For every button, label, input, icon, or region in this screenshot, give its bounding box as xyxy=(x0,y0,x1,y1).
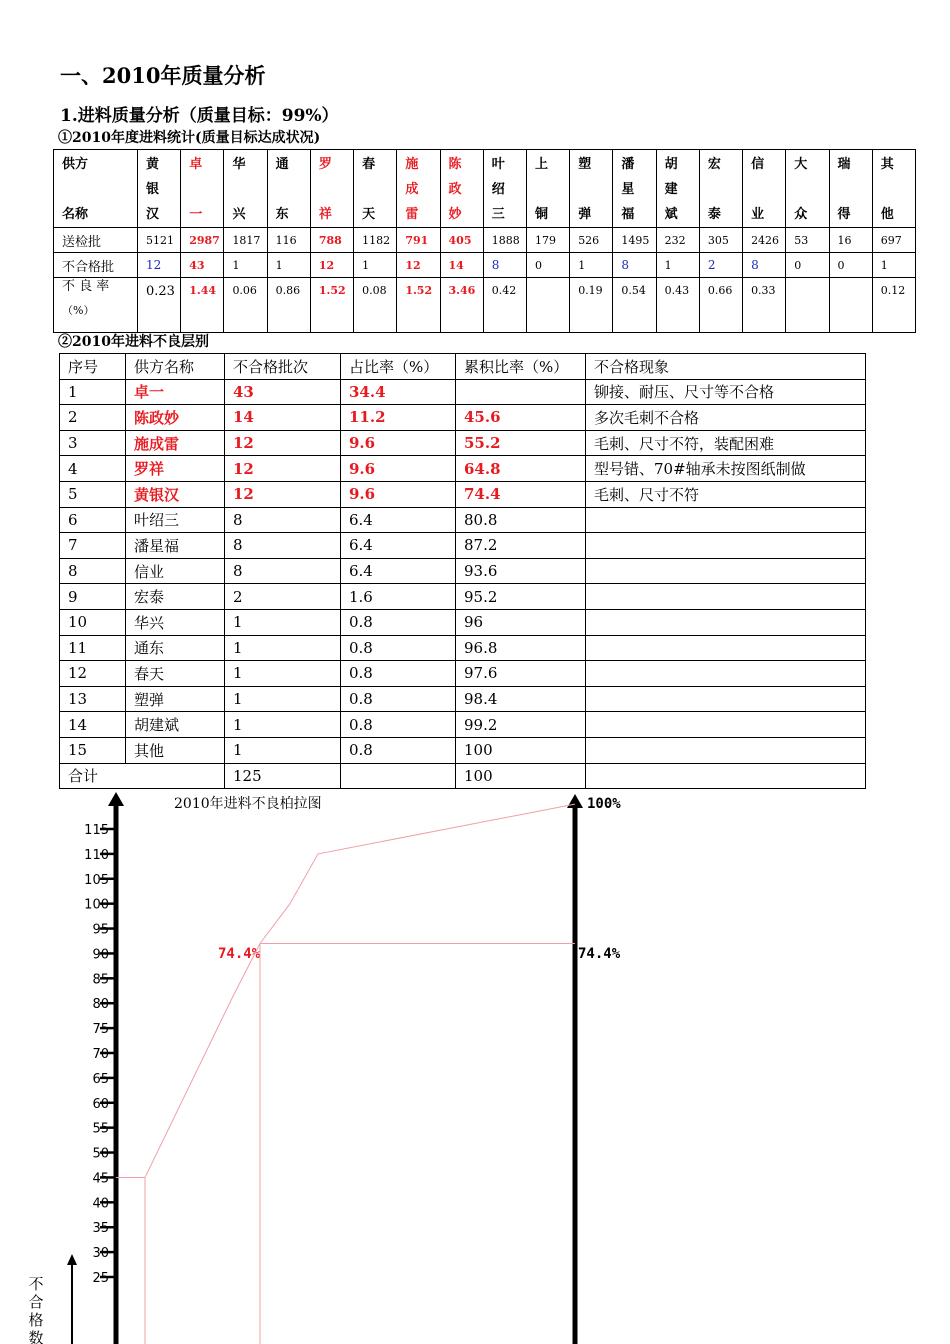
table2-cell-no: 5 xyxy=(60,481,126,507)
table2-cell-cum: 87.2 xyxy=(456,533,586,559)
supplier-char: 大 xyxy=(794,157,808,172)
table2-cell-cum: 98.4 xyxy=(456,686,586,712)
table2-cell-name: 卓一 xyxy=(126,379,225,405)
stat-cell: 0.43 xyxy=(656,278,699,333)
y-axis-label xyxy=(28,1275,43,1344)
supplier-char: 潘 xyxy=(621,157,635,172)
table2-cell-cum: 97.6 xyxy=(456,661,586,687)
y-tick-label: 65 xyxy=(92,1071,109,1087)
table2-cell-no: 8 xyxy=(60,558,126,584)
table2-cell-name: 潘星福 xyxy=(126,533,225,559)
y-tick-label: 60 xyxy=(92,1096,109,1112)
table2-cell-qty: 8 xyxy=(225,533,341,559)
table2-cell-name: 叶绍三 xyxy=(126,507,225,533)
table1-title: ①2010年度进料统计(质量目标达成状况) xyxy=(58,130,321,146)
stat-cell: 0.66 xyxy=(699,278,742,333)
stat-cell: 788 xyxy=(310,228,353,253)
stat-cell: 0.23 xyxy=(138,278,181,333)
stat-cell: 2987 xyxy=(181,228,224,253)
stat-cell: 526 xyxy=(570,228,613,253)
y-axis-label-char: 数 xyxy=(28,1329,44,1344)
stat-cell: 5121 xyxy=(138,228,181,253)
table2-cell-qty: 43 xyxy=(225,379,341,405)
y-tick-label: 70 xyxy=(92,1047,109,1062)
table2-cell-cum: 95.2 xyxy=(456,584,586,610)
y-tick-label: 100 xyxy=(84,897,109,913)
table2-cell-cum: 93.6 xyxy=(456,558,586,584)
supplier-char: 雷 xyxy=(405,207,419,222)
table2-cell-name: 胡建斌 xyxy=(126,712,225,738)
table2-cell-qty: 1 xyxy=(225,661,341,687)
stat-cell: 116 xyxy=(267,228,310,253)
stat-cell: 1.52 xyxy=(310,278,353,333)
table2-cell-qty: 14 xyxy=(225,405,341,431)
table2-cell-pct: 0.8 xyxy=(341,635,456,661)
supplier-char: 黄 xyxy=(146,157,160,172)
table2-cell-qty: 1 xyxy=(225,635,341,661)
table2-cell-pct: 34.4 xyxy=(341,379,456,405)
row-label: 送检批 xyxy=(54,228,138,253)
supplier-char: 铜 xyxy=(534,207,548,222)
table2-cell-pct: 0.8 xyxy=(341,686,456,712)
table2-cell-issue: 多次毛刺不合格 xyxy=(586,405,866,431)
table2-cell-no: 3 xyxy=(60,430,126,456)
table2-cell-pct: 9.6 xyxy=(341,481,456,507)
table2-cell-no: 2 xyxy=(60,405,126,431)
stat-cell: 2426 xyxy=(743,228,786,253)
supplier-char: 华 xyxy=(232,157,246,172)
table2-cell-no: 13 xyxy=(60,686,126,712)
table2-cell-cum: 99.2 xyxy=(456,712,586,738)
stat-cell: 1495 xyxy=(613,228,656,253)
table2-cell-no: 11 xyxy=(60,635,126,661)
table2-header-cell: 供方名称 xyxy=(126,354,225,380)
table2-cell-pct: 6.4 xyxy=(341,507,456,533)
y-tick-label: 45 xyxy=(92,1171,109,1187)
table2-cell-qty: 1 xyxy=(225,609,341,635)
supplier-char: 宏 xyxy=(707,157,721,172)
stat-cell: 0 xyxy=(829,253,872,278)
stat-cell: 1 xyxy=(872,253,915,278)
header-label-bottom: 名称 xyxy=(62,207,89,222)
supplier-char: 兴 xyxy=(232,207,246,222)
table2-cell-no: 14 xyxy=(60,712,126,738)
y-axis-label-char: 格 xyxy=(28,1311,44,1329)
annotation-right: 74.4% xyxy=(578,946,621,962)
table2-cell-name: 春天 xyxy=(126,661,225,687)
y-tick-label: 40 xyxy=(92,1196,109,1212)
table2-cell-name: 塑弹 xyxy=(126,686,225,712)
supplier-char: 斌 xyxy=(664,207,678,222)
left-axis-arrow-icon xyxy=(108,792,124,806)
table2-cell-qty: 8 xyxy=(225,507,341,533)
total-qty: 125 xyxy=(225,763,341,789)
supplier-char: 通 xyxy=(275,157,289,172)
y-tick-label: 50 xyxy=(92,1146,109,1162)
table2-header-cell: 不合格现象 xyxy=(586,354,866,380)
table2-cell-name: 华兴 xyxy=(126,609,225,635)
total-cum: 100 xyxy=(456,763,586,789)
supplier-char: 成 xyxy=(405,182,419,197)
supplier-char: 陈 xyxy=(448,157,462,172)
y-tick-label: 80 xyxy=(92,997,109,1013)
y-axis-ticks xyxy=(84,823,116,1286)
stat-cell: 305 xyxy=(699,228,742,253)
table2-cell-issue: 毛刺、尺寸不符 xyxy=(586,481,866,507)
supplier-char: 汉 xyxy=(146,207,160,222)
stat-cell: 0 xyxy=(786,253,829,278)
supplier-char: 天 xyxy=(362,207,376,222)
table2-cell-pct: 6.4 xyxy=(341,533,456,559)
table2-cell-cum: 64.8 xyxy=(456,456,586,482)
table2-cell-pct: 0.8 xyxy=(341,609,456,635)
first-bar-outline xyxy=(116,1177,145,1344)
supplier-char: 其 xyxy=(880,157,894,172)
stat-cell: 1.44 xyxy=(181,278,224,333)
stat-cell: 0.86 xyxy=(267,278,310,333)
y-tick-label: 25 xyxy=(92,1271,109,1286)
stat-cell: 232 xyxy=(656,228,699,253)
row-label-unit: （%） xyxy=(62,304,95,317)
supplier-char: 妙 xyxy=(448,207,462,222)
supplier-char: 信 xyxy=(751,157,765,172)
table2-cell-name: 宏泰 xyxy=(126,584,225,610)
table2-cell-cum: 96.8 xyxy=(456,635,586,661)
supplier-char: 施 xyxy=(405,157,419,172)
supplier-char: 胡 xyxy=(664,157,678,172)
stat-cell: 8 xyxy=(483,253,526,278)
supplier-char: 绍 xyxy=(491,182,505,197)
table2-cell-cum: 80.8 xyxy=(456,507,586,533)
y-tick-label: 115 xyxy=(84,823,109,838)
table2-header-cell: 占比率（%） xyxy=(341,354,456,380)
table2-cell-issue: 毛刺、尺寸不符，装配困难 xyxy=(586,430,866,456)
table2-cell-no: 6 xyxy=(60,507,126,533)
page-heading: 一、2010年质量分析 xyxy=(60,63,266,88)
right-axis-arrow-icon xyxy=(567,794,583,808)
y-tick-label: 90 xyxy=(92,947,109,963)
table2-cell-name: 施成雷 xyxy=(126,430,225,456)
supplier-char: 东 xyxy=(275,207,289,222)
table2-cell-pct: 0.8 xyxy=(341,737,456,763)
table2-cell-pct: 6.4 xyxy=(341,558,456,584)
stat-cell: 1817 xyxy=(224,228,267,253)
stat-cell: 1 xyxy=(656,253,699,278)
stat-cell: 1.52 xyxy=(397,278,440,333)
supplier-char: 祥 xyxy=(318,207,332,222)
stat-cell: 0 xyxy=(526,253,569,278)
supplier-char: 卓 xyxy=(189,157,203,172)
y-tick-label: 35 xyxy=(92,1221,109,1237)
table2-cell-no: 1 xyxy=(60,379,126,405)
y-tick-label: 95 xyxy=(92,922,109,938)
table2-cell-qty: 12 xyxy=(225,430,341,456)
header-label-top: 供方 xyxy=(62,157,89,172)
ylabel-arrow-icon xyxy=(67,1254,77,1265)
y-tick-label: 55 xyxy=(92,1121,109,1137)
table2-cell-name: 信业 xyxy=(126,558,225,584)
table2-cell-qty: 12 xyxy=(225,456,341,482)
stat-cell: 1182 xyxy=(354,228,397,253)
total-label: 合计 xyxy=(60,763,225,789)
table2-header-cell: 累积比率（%） xyxy=(456,354,586,380)
y-tick-label: 110 xyxy=(84,847,109,863)
supplier-char: 众 xyxy=(794,207,808,222)
stat-cell: 1888 xyxy=(483,228,526,253)
table2-cell-cum: 100 xyxy=(456,737,586,763)
stat-cell: 0.33 xyxy=(743,278,786,333)
table2-cell-cum: 55.2 xyxy=(456,430,586,456)
table2-cell-cum: 45.6 xyxy=(456,405,586,431)
cumulative-line xyxy=(145,804,575,1177)
table2-cell-issue: 型号错、70#轴承未按图纸制做 xyxy=(586,456,866,482)
table2-cell-name: 黄银汉 xyxy=(126,481,225,507)
table2-cell-no: 10 xyxy=(60,609,126,635)
y-axis-label-char: 合 xyxy=(28,1293,44,1311)
supplier-char: 星 xyxy=(621,182,635,197)
supplier-char: 政 xyxy=(448,182,462,197)
row-label: 不合格批 xyxy=(54,253,138,278)
supplier-char: 三 xyxy=(491,207,505,222)
table2-cell-no: 9 xyxy=(60,584,126,610)
stat-cell: 53 xyxy=(786,228,829,253)
y-axis-label-char: 不 xyxy=(28,1275,44,1293)
stat-cell: 0.54 xyxy=(613,278,656,333)
table2-cell-cum: 96 xyxy=(456,609,586,635)
y-tick-label: 75 xyxy=(92,1022,109,1038)
stat-cell: 14 xyxy=(440,253,483,278)
stat-cell: 2 xyxy=(699,253,742,278)
table2-title: ②2010年进料不良层别 xyxy=(58,334,209,350)
stat-cell: 1 xyxy=(570,253,613,278)
table2-cell-cum: 74.4 xyxy=(456,481,586,507)
stat-cell: 697 xyxy=(872,228,915,253)
stat-cell: 791 xyxy=(397,228,440,253)
table2-cell-pct: 0.8 xyxy=(341,661,456,687)
table2-cell-no: 7 xyxy=(60,533,126,559)
stat-cell: 1 xyxy=(267,253,310,278)
table2-cell-no: 4 xyxy=(60,456,126,482)
stat-cell: 8 xyxy=(743,253,786,278)
supplier-char: 一 xyxy=(189,207,203,222)
stat-cell: 0.42 xyxy=(483,278,526,333)
supplier-char: 上 xyxy=(534,157,548,172)
table2-header-cell: 序号 xyxy=(60,354,126,380)
table2-cell-qty: 1 xyxy=(225,737,341,763)
y-tick-label: 105 xyxy=(84,872,109,888)
table2-cell-no: 12 xyxy=(60,661,126,687)
table2-cell-pct: 9.6 xyxy=(341,456,456,482)
table2-cell-name: 通东 xyxy=(126,635,225,661)
supplier-char: 他 xyxy=(880,207,894,222)
annotation-left: 74.4% xyxy=(218,946,261,962)
table2-cell-qty: 12 xyxy=(225,481,341,507)
stat-cell: 12 xyxy=(397,253,440,278)
stat-cell: 1 xyxy=(224,253,267,278)
table2-cell-pct: 1.6 xyxy=(341,584,456,610)
right-axis-top-label: 100% xyxy=(587,796,621,812)
supplier-char: 塑 xyxy=(578,157,592,172)
stat-cell: 0.12 xyxy=(872,278,915,333)
pareto-curve xyxy=(116,804,575,1344)
y-tick-label: 85 xyxy=(92,972,109,988)
table2-cell-pct: 11.2 xyxy=(341,405,456,431)
stat-cell: 405 xyxy=(440,228,483,253)
stat-cell: 8 xyxy=(613,253,656,278)
supplier-char: 得 xyxy=(837,207,851,222)
supplier-char: 春 xyxy=(362,157,376,172)
section-title: 1.进料质量分析（质量目标：99%） xyxy=(60,106,339,126)
table2-cell-pct: 9.6 xyxy=(341,430,456,456)
supplier-char: 瑞 xyxy=(837,157,851,172)
table2-cell-no: 15 xyxy=(60,737,126,763)
stat-cell: 0.08 xyxy=(354,278,397,333)
table2-cell-qty: 8 xyxy=(225,558,341,584)
stat-cell: 12 xyxy=(138,253,181,278)
stat-cell: 1 xyxy=(354,253,397,278)
stat-cell: 0.19 xyxy=(570,278,613,333)
row-label: 不 良 率 （%） xyxy=(54,278,138,333)
table2-cell-qty: 1 xyxy=(225,712,341,738)
stat-cell: 16 xyxy=(829,228,872,253)
table2-cell-name: 罗祥 xyxy=(126,456,225,482)
table2-cell-pct: 0.8 xyxy=(341,712,456,738)
table2-cell-name: 其他 xyxy=(126,737,225,763)
table2-cell-name: 陈政妙 xyxy=(126,405,225,431)
supplier-char: 银 xyxy=(146,182,160,197)
supplier-char: 业 xyxy=(751,207,765,222)
supplier-char: 建 xyxy=(664,182,678,197)
table2-cell-qty: 1 xyxy=(225,686,341,712)
supplier-char: 泰 xyxy=(707,207,721,222)
supplier-char: 弹 xyxy=(578,207,592,222)
stat-cell: 12 xyxy=(310,253,353,278)
stat-cell: 3.46 xyxy=(440,278,483,333)
supplier-char: 福 xyxy=(621,207,635,222)
supplier-char: 罗 xyxy=(318,157,332,172)
stat-cell: 0.06 xyxy=(224,278,267,333)
stat-cell: 43 xyxy=(181,253,224,278)
stat-cell: 179 xyxy=(526,228,569,253)
chart-title: 2010年进料不良柏拉图 xyxy=(174,796,322,812)
supplier-char: 叶 xyxy=(491,157,505,172)
y-tick-label: 30 xyxy=(92,1246,109,1262)
table2-header-cell: 不合格批次 xyxy=(225,354,341,380)
table2-cell-issue: 铆接、耐压、尺寸等不合格 xyxy=(586,379,866,405)
table2-cell-qty: 2 xyxy=(225,584,341,610)
